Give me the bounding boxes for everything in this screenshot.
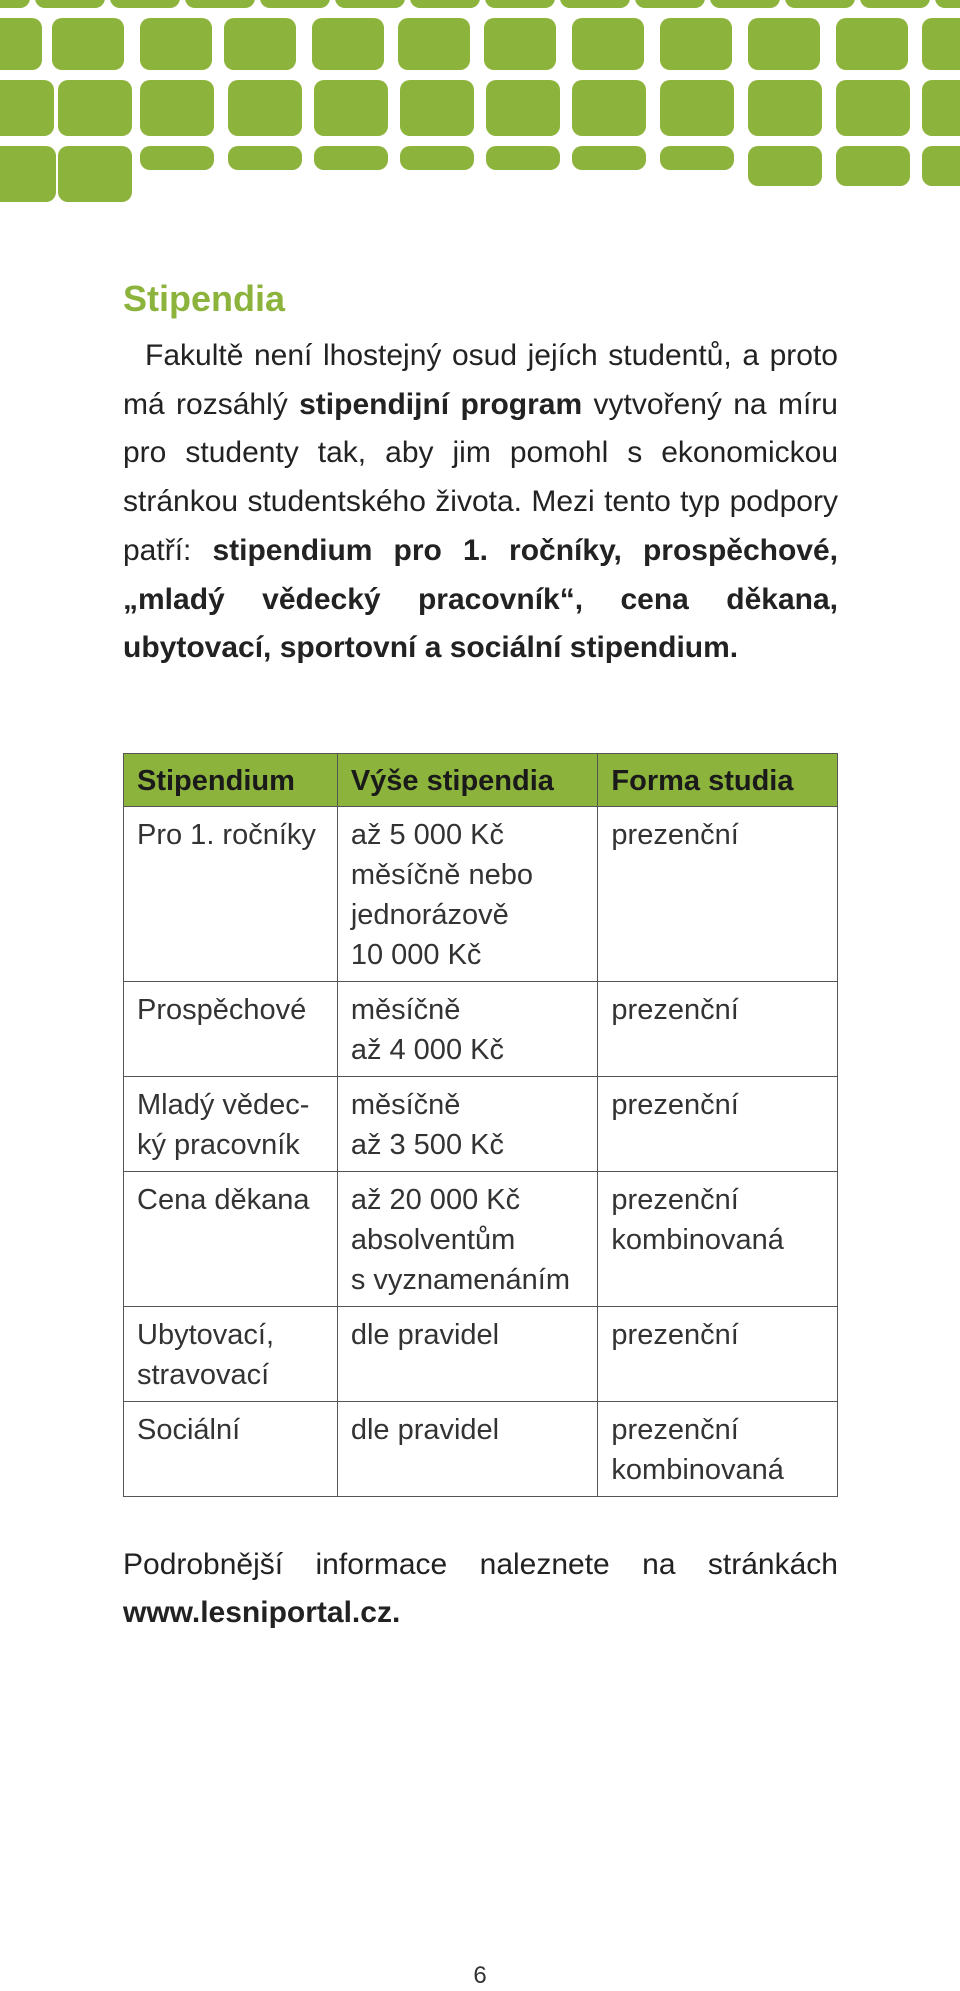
decorative-tile xyxy=(748,18,820,70)
cell-forma xyxy=(598,1402,838,1497)
decorative-tile xyxy=(140,80,214,136)
cell-line: dle pravidel xyxy=(350,1414,500,1446)
page-number: 6 xyxy=(473,1962,487,1989)
cell-line: prezenční xyxy=(611,1319,739,1351)
table-row xyxy=(124,982,838,1077)
cell-line: Pro 1. ročníky xyxy=(137,819,316,851)
decorative-tile xyxy=(860,0,930,8)
cell-vyse xyxy=(337,1307,598,1402)
table-body xyxy=(124,807,838,1497)
decorative-tile xyxy=(660,18,732,70)
cell-line: ký pracovník xyxy=(137,1129,300,1161)
decorative-tile xyxy=(785,0,855,8)
decorative-tile xyxy=(935,0,960,8)
decorative-tile xyxy=(398,18,470,70)
cell-line: absolventům xyxy=(350,1224,516,1256)
cell-vyse xyxy=(337,982,598,1077)
decorative-tile xyxy=(410,0,480,8)
cell-vyse xyxy=(337,1172,598,1307)
intro-emphasis: stipendium pro 1. ročníky, prospěchové, „mladý vědecký pracovník“, cena děkana, ubytovací, sportovní a sociální stipendium. xyxy=(123,533,838,665)
table-header-row xyxy=(124,754,838,807)
decorative-tile xyxy=(836,146,910,186)
decorative-tile xyxy=(560,0,630,8)
table-row xyxy=(124,1172,838,1307)
decorative-tile xyxy=(572,80,646,136)
decorative-tile xyxy=(485,0,555,8)
decorative-tile xyxy=(58,80,132,136)
cell-line: měsíčně xyxy=(350,994,461,1026)
table-row xyxy=(124,807,838,982)
decorative-tile xyxy=(0,0,30,8)
decorative-tile xyxy=(922,80,960,136)
decorative-tile xyxy=(660,80,734,136)
outro-paragraph xyxy=(123,1541,838,1637)
cell-line: až 20 000 Kč xyxy=(350,1184,521,1216)
decorative-tile-pattern xyxy=(0,0,960,240)
cell-stipendium xyxy=(124,1077,338,1172)
cell-stipendium xyxy=(124,982,338,1077)
outro-text: Podrobnější informace naleznete na stránkách xyxy=(123,1548,838,1581)
cell-line: prezenční xyxy=(611,819,739,851)
cell-forma xyxy=(598,1307,838,1402)
cell-line: měsíčně xyxy=(350,1089,461,1121)
decorative-tile xyxy=(660,146,734,170)
decorative-tile xyxy=(400,146,474,170)
decorative-tile xyxy=(400,80,474,136)
table-row xyxy=(124,1077,838,1172)
decorative-tile xyxy=(572,146,646,170)
decorative-tile xyxy=(314,80,388,136)
cell-line: kombinovaná xyxy=(611,1224,784,1256)
cell-stipendium xyxy=(124,1402,338,1497)
cell-line: stravovací xyxy=(137,1359,270,1391)
decorative-tile xyxy=(228,80,302,136)
decorative-tile xyxy=(0,80,54,136)
cell-line: až 5 000 Kč xyxy=(350,819,504,851)
decorative-tile xyxy=(58,146,132,202)
cell-line: prezenční xyxy=(611,1184,739,1216)
intro-text: Fakultě není lhostejný osud jejích studentů, a proto má rozsáhlý xyxy=(123,339,838,421)
intro-paragraph xyxy=(123,332,838,673)
decorative-tile xyxy=(748,80,822,136)
decorative-tile xyxy=(486,146,560,170)
cell-vyse xyxy=(337,1077,598,1172)
cell-vyse xyxy=(337,1402,598,1497)
decorative-tile xyxy=(0,146,56,202)
decorative-tile xyxy=(185,0,255,8)
cell-line: Sociální xyxy=(137,1414,241,1446)
intro-text: vytvořený na míru pro studenty tak, aby jim pomohl s ekonomickou stránkou studentského života. Mezi tento typ podpory patří: xyxy=(123,387,838,567)
cell-line: Cena děkana xyxy=(137,1184,310,1216)
decorative-tile xyxy=(140,146,214,170)
table-row xyxy=(124,1307,838,1402)
cell-line: prezenční xyxy=(611,1089,739,1121)
decorative-tile xyxy=(635,0,705,8)
decorative-tile xyxy=(228,146,302,170)
decorative-tile xyxy=(0,18,42,70)
cell-line: až 3 500 Kč xyxy=(350,1129,504,1161)
cell-stipendium xyxy=(124,1172,338,1307)
header-stipendium: Stipendium xyxy=(124,754,338,807)
header-forma: Forma studia xyxy=(598,754,838,807)
decorative-tile xyxy=(572,18,644,70)
decorative-tile xyxy=(52,18,124,70)
cell-forma xyxy=(598,982,838,1077)
decorative-tile xyxy=(312,18,384,70)
cell-vyse xyxy=(337,807,598,982)
cell-forma xyxy=(598,1077,838,1172)
intro-emphasis: stipendijní program xyxy=(299,387,583,421)
decorative-tile xyxy=(484,18,556,70)
cell-line: kombinovaná xyxy=(611,1454,784,1486)
decorative-tile xyxy=(260,0,330,8)
cell-line: Ubytovací, xyxy=(137,1319,274,1351)
section-heading: Stipendia xyxy=(123,278,286,319)
cell-line: měsíčně nebo xyxy=(350,859,533,891)
cell-line: s vyznamenáním xyxy=(350,1264,571,1296)
cell-line: prezenční xyxy=(611,994,739,1026)
table-row xyxy=(124,1402,838,1497)
decorative-tile xyxy=(836,80,910,136)
scholarship-table xyxy=(123,753,838,1497)
decorative-tile xyxy=(922,18,960,70)
decorative-tile xyxy=(35,0,105,8)
cell-line: prezenční xyxy=(611,1414,739,1446)
decorative-tile xyxy=(486,80,560,136)
decorative-tile xyxy=(335,0,405,8)
cell-line: 10 000 Kč xyxy=(350,939,482,971)
cell-line: jednorázově xyxy=(350,899,509,931)
cell-forma xyxy=(598,807,838,982)
decorative-tile xyxy=(224,18,296,70)
decorative-tile xyxy=(748,146,822,186)
decorative-tile xyxy=(110,0,180,8)
cell-forma xyxy=(598,1172,838,1307)
cell-stipendium xyxy=(124,1307,338,1402)
header-vyse: Výše stipendia xyxy=(337,754,598,807)
decorative-tile xyxy=(836,18,908,70)
cell-line: dle pravidel xyxy=(350,1319,500,1351)
cell-line: až 4 000 Kč xyxy=(350,1034,504,1066)
cell-stipendium xyxy=(124,807,338,982)
decorative-tile xyxy=(710,0,780,8)
decorative-tile xyxy=(314,146,388,170)
decorative-tile xyxy=(140,18,212,70)
cell-line: Prospěchové xyxy=(137,994,307,1026)
decorative-tile xyxy=(922,146,960,186)
cell-line: Mladý vědec- xyxy=(137,1089,310,1121)
website-link[interactable]: www.lesniportal.cz. xyxy=(123,1596,401,1629)
